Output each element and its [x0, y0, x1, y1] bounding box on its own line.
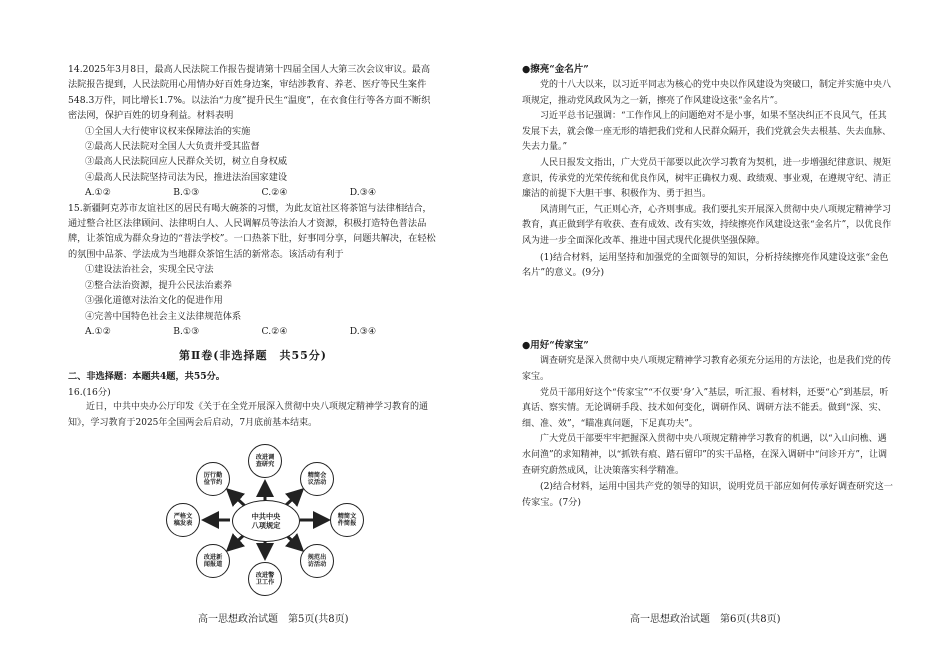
q14-choice-c: C.②④ [261, 187, 288, 199]
left-column [68, 62, 438, 431]
eight-rules-diagram [140, 440, 390, 600]
question-1: (1)结合材料，运用坚持和加强党的全面领导的知识，分析持续擦亮作风建设这张“金色名片”的意义。(9分) [522, 251, 889, 278]
right-para-1: 党的十八大以来，以习近平同志为核心的党中央以作风建设为突破口，制定并实施中央八项规定，推动党风政风为之一新，擦亮了作风建设这张“金名片”。 [522, 80, 892, 106]
node-left: 严格文 稿发表 [166, 503, 200, 537]
node-bottom-right: 规范出 访活动 [300, 544, 334, 578]
q15-stem: 15.新疆阿克苏市友谊社区的居民有喝大碗茶的习惯，为此友谊社区将茶馆与法律相结合，通过整合社区法律顾问、法律明白人、人民调解员等法治人才资源，积极打造特色普法品牌，让茶馆成为群众身边的“普法学校”。一口热茶下肚，好事同分享，问题共解决，在轻松的氛围中品茶、学法成为当地群众茶馆生活的新常态。该活动有利于 [68, 202, 436, 260]
q16-head: 16.(16分) [68, 386, 111, 398]
right-para-7: 广大党员干部要牢牢把握深入贯彻中央八项规定精神学习教育的机遇，以“入山问樵、遇水问渔”的求知精神，以“抓铁有痕、踏石留印”的实干品格，在深入调研中“问诊开方”，让调查研究蔚然成风，让决策落实科学精准。 [522, 434, 888, 476]
q15-choice-c: C.②④ [261, 325, 288, 337]
q15-choice-a: A.①② [85, 325, 112, 337]
q14-choices [68, 185, 438, 200]
q14-stem: 14.2025年3月8日，最高人民法院工作报告提请第十四届全国人大第三次会议审议。最高法院报告提到，人民法院用心用情办好百姓身边案，审结涉教育、养老、医疗等民生案件548.3万件，同比增长1.7%。以法治“力度”提升民生“温度”，在衣食住行等各方面不断织密法网，保护百姓的切身利益。材料表明 [68, 64, 431, 122]
q14-option-4: ④最高人民法院坚持司法为民，推进法治国家建设 [85, 171, 288, 183]
arrow-top-left [228, 490, 245, 506]
q14-choice-d: D.③④ [349, 187, 377, 199]
q14-option-2: ②最高人民法院对全国人大负责并受其监督 [85, 141, 260, 153]
diagram-center: 中共中央 八项规定 [232, 500, 300, 542]
right-footer: 高一思想政治试题 第6页(共8页) [630, 614, 781, 625]
heading-heirloom: ●用好“传家宝” [522, 340, 589, 352]
right-para-2: 习近平总书记强调：“工作作风上的问题绝对不是小事，如果不坚决纠正不良风气，任其发展下去，就会像一座无形的墙把我们党和人民群众隔开，我们党就会失去根基、失去血脉、失去力量。” [522, 111, 892, 153]
arrow-top-right [285, 490, 302, 506]
q15-option-3: ③强化道德对法治文化的促进作用 [85, 295, 223, 307]
node-right: 精简文 件简报 [330, 503, 364, 537]
q14-option-1: ①全国人大行使审议权来保障法治的实施 [85, 125, 251, 137]
heading-golden-card: ●擦亮“金名片” [522, 64, 589, 75]
right-para-6: 党员干部用好这个“传家宝”“不仅要‘身’入”基层，听汇报、看材料，还要“心”到基层，听真话、察实情。无论调研手段、技术如何变化，调研作风、调研方法不能丢。做到“深、实、细、准、效”，“瞄准真问题，下足真功夫”。 [522, 387, 889, 429]
q14-option-3: ③最高人民法院回应人民群众关切，树立自身权威 [85, 156, 288, 168]
node-top-right: 精简会 议活动 [300, 462, 334, 496]
q15-option-4: ④完善中国特色社会主义法律规范体系 [85, 310, 242, 322]
node-bottom-left: 改进新 闻报道 [196, 544, 230, 578]
q15-choice-b: B.①③ [173, 325, 200, 337]
node-bottom: 改进警 卫工作 [248, 562, 282, 596]
right-para-3: 人民日报发文指出，广大党员干部要以此次学习教育为契机，进一步增强纪律意识、规矩意识，传承党的光荣传统和优良作风，树牢正确权力观、政绩观、事业观，在遵规守纪、清正廉洁的前提下大胆干事、积极作为、勇于担当。 [522, 157, 892, 200]
q16-intro: 近日，中共中央办公厅印发《关于在全党开展深入贯彻中央八项规定精神学习教育的通知》，学习教育于2025年全国两会后启动，7月底前基本结束。 [68, 402, 429, 428]
right-column [522, 62, 894, 510]
part2-title: 二、非选择题：本题共4题，共55分。 [68, 371, 225, 383]
left-footer: 高一思想政治试题 第5页(共8页) [198, 614, 349, 625]
q14-choice-b: B.①③ [173, 187, 200, 199]
q15-choices [68, 324, 438, 339]
node-top-left: 厉行勤 俭节约 [196, 462, 230, 496]
q15-option-2: ②整合法治资源，提升公民法治素养 [85, 279, 232, 291]
right-para-4: 风清則气正，气正则心齐，心齐则事成。我们要扎实开展深入贯彻中央八项规定精神学习教育，真正做到学有收获、查有成效、改有实效，持续擦亮作风建设这张“金名片”，以优良作风为进一步全面深化改革、推进中国式现代化提供坚强保障。 [522, 204, 892, 246]
question-2: (2)结合材料，运用中国共产党的领导的知识，说明党员干部应如何传承好调查研究这一传家宝。(7分) [522, 481, 893, 508]
q15-option-1: ①建设法治社会，实现全民守法 [85, 264, 214, 276]
node-top: 改进调 查研究 [248, 444, 282, 478]
q14-choice-a: A.①② [85, 187, 112, 199]
q15-choice-d: D.③④ [349, 325, 377, 337]
answer-space-1 [522, 280, 894, 338]
section-title: 第Ⅱ卷(非选择题 共55分) [179, 349, 327, 363]
right-para-5: 调查研究是深入贯彻中央八项规定精神学习教育必须充分运用的方法论，也是我们党的传家宝。 [522, 356, 892, 382]
